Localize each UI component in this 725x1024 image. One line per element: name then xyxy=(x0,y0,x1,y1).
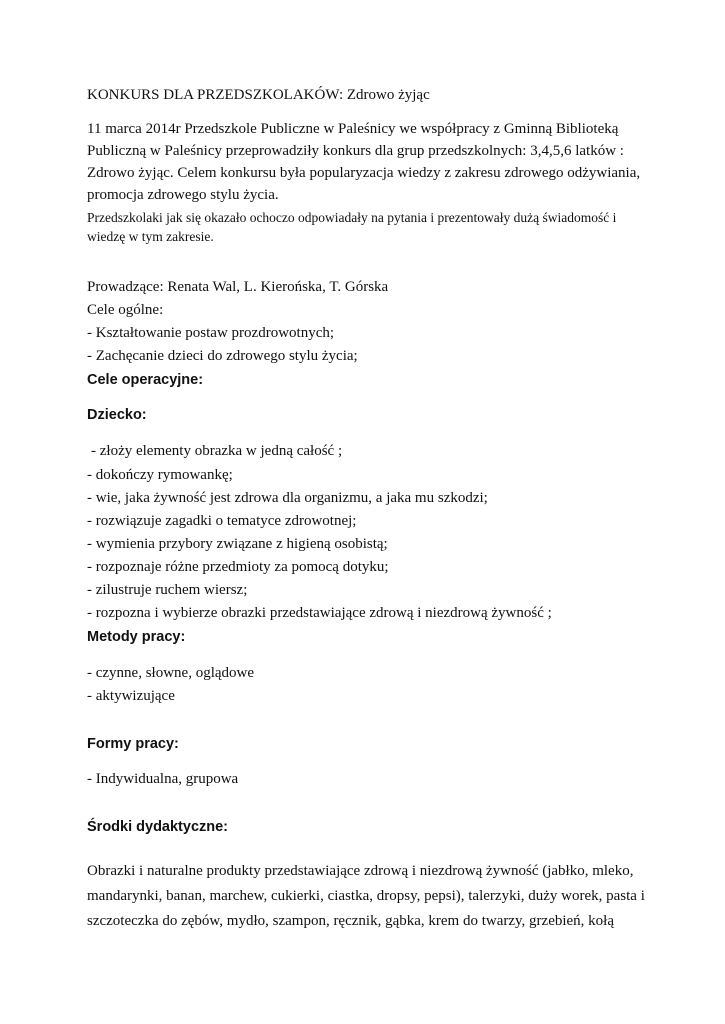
child-item: - rozwiązuje zagadki o tematyce zdrowotnej; xyxy=(87,513,357,529)
child-heading: Dziecko: xyxy=(87,407,147,423)
goal-item: - Zachęcanie dzieci do zdrowego stylu życia; xyxy=(87,348,358,364)
child-item: - wymienia przybory związane z higieną osobistą; xyxy=(87,536,388,552)
intro-line: promocja zdrowego stylu życia. xyxy=(87,187,279,203)
goals-operational-heading: Cele operacyjne: xyxy=(87,372,204,388)
child-item: - dokończy rymowankę; xyxy=(87,467,233,483)
intro-line: Zdrowo żyjąc. Celem konkursu była popularyzacja wiedzy z zakresu zdrowego odżywiania, xyxy=(87,165,641,181)
summary-line: Przedszkolaki jak się okazało ochoczo odpowiadały na pytania i prezentowały dużą świadomość i xyxy=(87,210,617,225)
child-item: - wie, jaka żywność jest zdrowa dla organizmu, a jaka mu szkodzi; xyxy=(87,490,488,506)
means-heading: Środki dydaktyczne: xyxy=(87,819,229,835)
methods-heading: Metody pracy: xyxy=(87,629,186,645)
goal-item: - Kształtowanie postaw prozdrowotnych; xyxy=(87,325,335,341)
means-line: Obrazki i naturalne produkty przedstawiające zdrową i niezdrową żywność (jabłko, mleko, xyxy=(87,863,634,879)
child-item: - zilustruje ruchem wiersz; xyxy=(87,582,248,598)
method-item: - czynne, słowne, oglądowe xyxy=(87,665,255,681)
document-title: KONKURS DLA PRZEDSZKOLAKÓW: Zdrowo żyjąc xyxy=(87,87,430,103)
means-line: szczoteczka do zębów, mydło, szampon, ręcznik, gąbka, krem do twarzy, grzebień, kołą xyxy=(87,913,615,929)
child-item: - rozpoznaje różne przedmioty za pomocą dotyku; xyxy=(87,559,389,575)
goals-general-heading: Cele ogólne: xyxy=(87,302,164,318)
intro-line: 11 marca 2014r Przedszkole Publiczne w Paleśnicy we współpracy z Gminną Biblioteką xyxy=(87,121,619,137)
child-item: - rozpozna i wybierze obrazki przedstawiające zdrową i niezdrową żywność ; xyxy=(87,605,552,621)
form-item: - Indywidualna, grupowa xyxy=(87,771,239,787)
method-item: - aktywizujące xyxy=(87,688,175,704)
summary-line: wiedzę w tym zakresie. xyxy=(87,229,214,244)
means-line: mandarynki, banan, marchew, cukierki, ciastka, dropsy, pepsi), talerzyki, duży worek, pasta i xyxy=(87,888,645,904)
forms-heading: Formy pracy: xyxy=(87,736,179,752)
leaders-line: Prowadzące: Renata Wal, L. Kierońska, T. Górska xyxy=(87,279,389,295)
child-item: - złoży elementy obrazka w jedną całość ; xyxy=(91,443,343,459)
intro-line: Publiczną w Paleśnicy przeprowadziły konkurs dla grup przedszkolnych: 3,4,5,6 latków : xyxy=(87,143,624,159)
